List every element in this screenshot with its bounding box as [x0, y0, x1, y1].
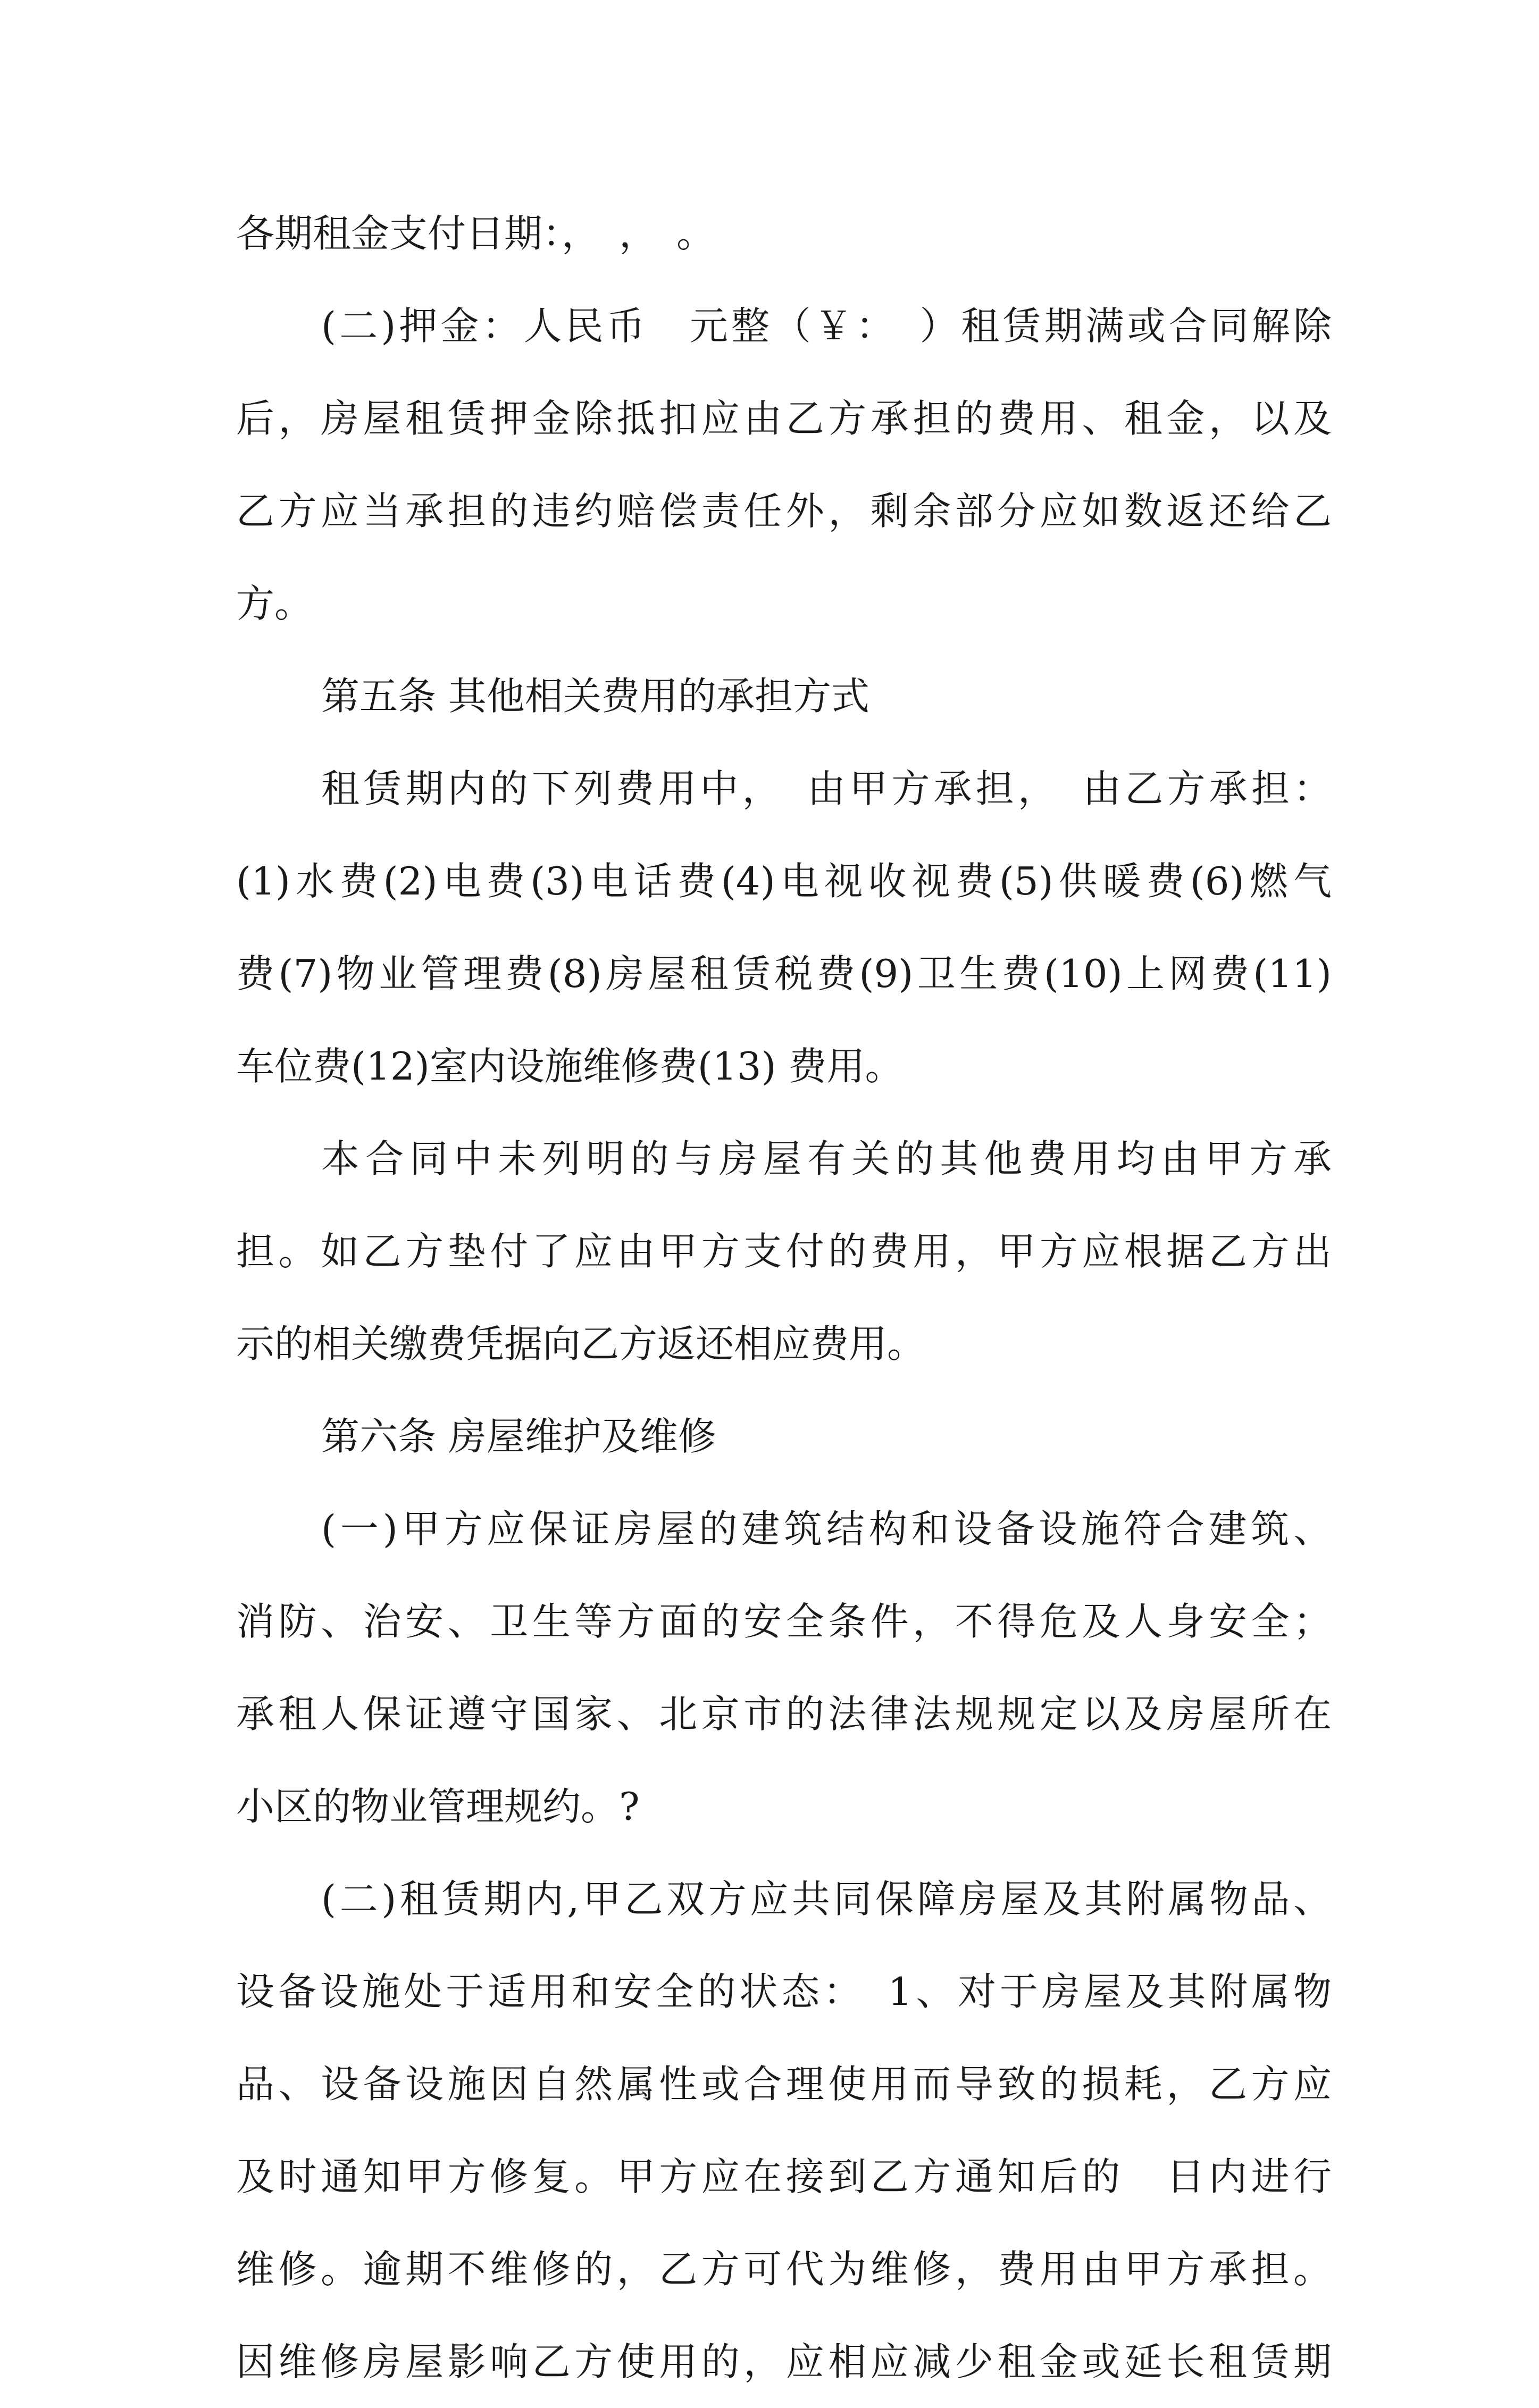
document-body [236, 187, 1332, 2408]
text-line: 品、设备设施因自然属性或合理使用而导致的损耗，乙方应 [236, 2062, 1332, 2106]
text-line: 方。 [236, 581, 313, 626]
text-line: 小区的物业管理规约。? [236, 1784, 640, 1829]
text-line: 租赁期内的下列费用中， 由甲方承担， 由乙方承担： [321, 766, 1332, 811]
text-line: 及时通知甲方修复。甲方应在接到乙方通知后的 日内进行 [236, 2154, 1332, 2199]
text-line: 第五条 其他相关费用的承担方式 [321, 674, 869, 718]
text-line: 后，房屋租赁押金除抵扣应由乙方承担的费用、租金，以及 [236, 396, 1332, 441]
text-line: 费(7)物业管理费(8)房屋租赁税费(9)卫生费(10)上网费(11) [236, 951, 1332, 996]
text-line: (二)押金：人民币 元整（￥： ）租赁期满或合同解除 [321, 304, 1332, 348]
text-line: 示的相关缴费凭据向乙方返还相应费用。 [236, 1322, 926, 1366]
text-line: (1)水费(2)电费(3)电话费(4)电视收视费(5)供暖费(6)燃气 [236, 859, 1332, 904]
text-line: 设备设施处于适用和安全的状态： 1、对于房屋及其附属物 [236, 1969, 1332, 2014]
text-line: (一)甲方应保证房屋的建筑结构和设备设施符合建筑、 [321, 1507, 1332, 1551]
text-line: 因维修房屋影响乙方使用的，应相应减少租金或延长租赁期 [236, 2339, 1332, 2384]
text-line: 承租人保证遵守国家、北京市的法律法规规定以及房屋所在 [236, 1692, 1332, 1736]
text-line: 第六条 房屋维护及维修 [321, 1414, 716, 1459]
text-line: 担。如乙方垫付了应由甲方支付的费用，甲方应根据乙方出 [236, 1229, 1332, 1274]
text-line: 各期租金支付日期：， ， 。 [236, 211, 715, 256]
text-line: 本合同中未列明的与房屋有关的其他费用均由甲方承 [321, 1136, 1332, 1181]
text-line: 消防、治安、卫生等方面的安全条件，不得危及人身安全； [236, 1599, 1332, 1644]
text-line: (二)租赁期内,甲乙双方应共同保障房屋及其附属物品、 [321, 1877, 1332, 1921]
text-line: 乙方应当承担的违约赔偿责任外，剩余部分应如数返还给乙 [236, 489, 1332, 533]
text-line: 车位费(12)室内设施维修费(13) 费用。 [236, 1044, 904, 1089]
text-line: 维修。逾期不维修的，乙方可代为维修，费用由甲方承担。 [236, 2247, 1332, 2292]
